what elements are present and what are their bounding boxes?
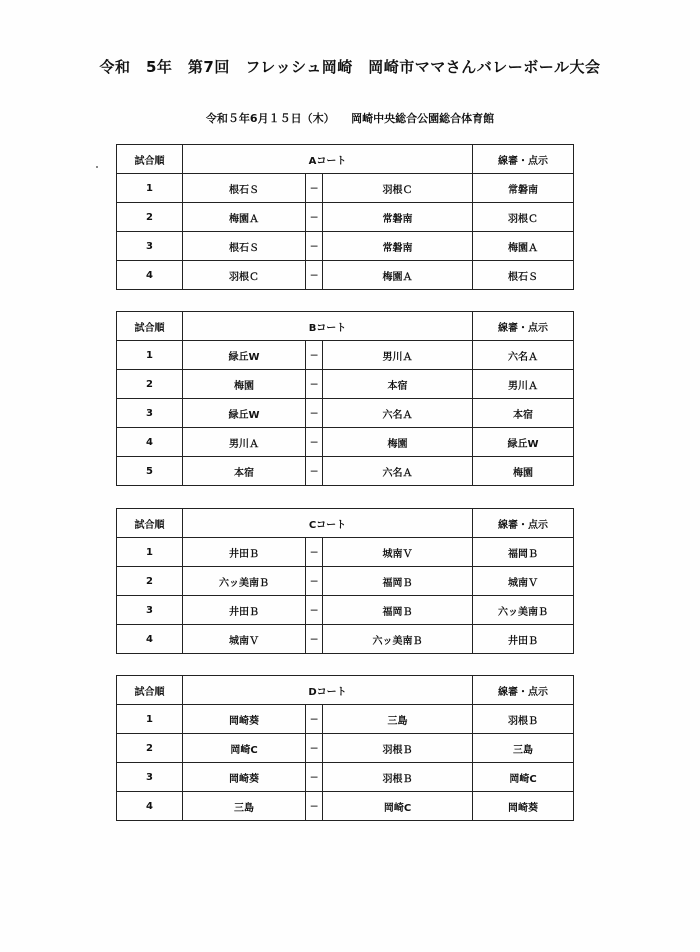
table-row	[117, 457, 574, 486]
match-number: 1	[117, 174, 183, 203]
referee-team: 福岡Ｂ	[473, 538, 574, 567]
match-number: 4	[117, 625, 183, 654]
table-row	[117, 538, 574, 567]
versus-dash: ─	[306, 567, 323, 596]
team-1: 井田Ｂ	[183, 596, 306, 625]
referee-team: 三島	[473, 734, 574, 763]
court-name: Dコート	[183, 676, 473, 705]
team-1: 緑丘W	[183, 399, 306, 428]
court-schedule-table	[116, 675, 574, 821]
referee-team: 井田Ｂ	[473, 625, 574, 654]
match-number: 3	[117, 399, 183, 428]
team-1: 緑丘W	[183, 341, 306, 370]
team-1: 羽根Ｃ	[183, 261, 306, 290]
table-row	[117, 596, 574, 625]
table-header-row	[117, 312, 574, 341]
table-row	[117, 763, 574, 792]
versus-dash: ─	[306, 341, 323, 370]
team-2: 福岡Ｂ	[323, 596, 473, 625]
match-number: 2	[117, 370, 183, 399]
match-number: 3	[117, 232, 183, 261]
versus-dash: ─	[306, 232, 323, 261]
table-row	[117, 174, 574, 203]
team-2: 六ッ美南Ｂ	[323, 625, 473, 654]
team-2: 城南Ｖ	[323, 538, 473, 567]
table-row	[117, 370, 574, 399]
match-number: 4	[117, 261, 183, 290]
referee-team: 男川Ａ	[473, 370, 574, 399]
team-1: 梅園Ａ	[183, 203, 306, 232]
team-2: 常磐南	[323, 203, 473, 232]
versus-dash: ─	[306, 763, 323, 792]
versus-dash: ─	[306, 705, 323, 734]
team-2: 梅園	[323, 428, 473, 457]
match-number: 2	[117, 567, 183, 596]
team-2: 福岡Ｂ	[323, 567, 473, 596]
referee-team: 六名Ａ	[473, 341, 574, 370]
event-date-venue: 令和５年6月１５日（木） 岡崎中央総合公園総合体育館	[205, 112, 495, 125]
referee-team: 城南Ｖ	[473, 567, 574, 596]
table-row	[117, 567, 574, 596]
order-header: 試合順	[117, 312, 183, 341]
team-1: 男川Ａ	[183, 428, 306, 457]
team-1: 岡崎C	[183, 734, 306, 763]
team-1: 岡崎葵	[183, 705, 306, 734]
order-header: 試合順	[117, 145, 183, 174]
match-number: 4	[117, 428, 183, 457]
scan-speck	[96, 166, 98, 168]
order-header: 試合順	[117, 509, 183, 538]
match-number: 3	[117, 763, 183, 792]
team-1: 根石Ｓ	[183, 174, 306, 203]
referee-team: 常磐南	[473, 174, 574, 203]
versus-dash: ─	[306, 792, 323, 821]
team-2: 六名Ａ	[323, 399, 473, 428]
court-name: Aコート	[183, 145, 473, 174]
match-number: 1	[117, 538, 183, 567]
match-number: 1	[117, 705, 183, 734]
table-row	[117, 261, 574, 290]
referee-team: 六ッ美南Ｂ	[473, 596, 574, 625]
versus-dash: ─	[306, 596, 323, 625]
referee-team: 岡崎葵	[473, 792, 574, 821]
match-number: 1	[117, 341, 183, 370]
referee-team: 梅園	[473, 457, 574, 486]
team-1: 六ッ美南Ｂ	[183, 567, 306, 596]
table-row	[117, 734, 574, 763]
versus-dash: ─	[306, 538, 323, 567]
team-2: 常磐南	[323, 232, 473, 261]
team-2: 三島	[323, 705, 473, 734]
team-1: 本宿	[183, 457, 306, 486]
team-2: 羽根Ｂ	[323, 734, 473, 763]
team-1: 根石Ｓ	[183, 232, 306, 261]
team-2: 男川Ａ	[323, 341, 473, 370]
team-2: 岡崎C	[323, 792, 473, 821]
team-1: 三島	[183, 792, 306, 821]
team-1: 梅園	[183, 370, 306, 399]
court-name: Bコート	[183, 312, 473, 341]
match-number: 4	[117, 792, 183, 821]
table-row	[117, 625, 574, 654]
referee-team: 根石Ｓ	[473, 261, 574, 290]
versus-dash: ─	[306, 625, 323, 654]
team-1: 岡崎葵	[183, 763, 306, 792]
court-schedule-table	[116, 508, 574, 654]
team-2: 本宿	[323, 370, 473, 399]
table-row	[117, 792, 574, 821]
court-schedule-table	[116, 311, 574, 486]
versus-dash: ─	[306, 457, 323, 486]
versus-dash: ─	[306, 370, 323, 399]
versus-dash: ─	[306, 261, 323, 290]
versus-dash: ─	[306, 203, 323, 232]
table-header-row	[117, 509, 574, 538]
table-row	[117, 428, 574, 457]
team-2: 羽根Ｃ	[323, 174, 473, 203]
match-number: 3	[117, 596, 183, 625]
referee-header: 線審・点示	[473, 312, 574, 341]
team-1: 井田Ｂ	[183, 538, 306, 567]
table-row	[117, 399, 574, 428]
court-name: Cコート	[183, 509, 473, 538]
referee-team: 岡崎C	[473, 763, 574, 792]
versus-dash: ─	[306, 174, 323, 203]
table-header-row	[117, 145, 574, 174]
referee-header: 線審・点示	[473, 509, 574, 538]
table-header-row	[117, 676, 574, 705]
document-title: 令和 5年 第7回 フレッシュ岡崎 岡崎市ママさんバレーボール大会	[99, 58, 601, 76]
versus-dash: ─	[306, 428, 323, 457]
match-number: 2	[117, 203, 183, 232]
referee-team: 緑丘W	[473, 428, 574, 457]
team-2: 六名Ａ	[323, 457, 473, 486]
versus-dash: ─	[306, 734, 323, 763]
court-schedule-table	[116, 144, 574, 290]
table-row	[117, 341, 574, 370]
versus-dash: ─	[306, 399, 323, 428]
referee-team: 羽根Ｂ	[473, 705, 574, 734]
referee-header: 線審・点示	[473, 676, 574, 705]
team-1: 城南Ｖ	[183, 625, 306, 654]
referee-team: 梅園Ａ	[473, 232, 574, 261]
referee-team: 本宿	[473, 399, 574, 428]
table-row	[117, 232, 574, 261]
order-header: 試合順	[117, 676, 183, 705]
referee-header: 線審・点示	[473, 145, 574, 174]
team-2: 羽根Ｂ	[323, 763, 473, 792]
table-row	[117, 705, 574, 734]
team-2: 梅園Ａ	[323, 261, 473, 290]
match-number: 5	[117, 457, 183, 486]
table-row	[117, 203, 574, 232]
match-number: 2	[117, 734, 183, 763]
referee-team: 羽根Ｃ	[473, 203, 574, 232]
